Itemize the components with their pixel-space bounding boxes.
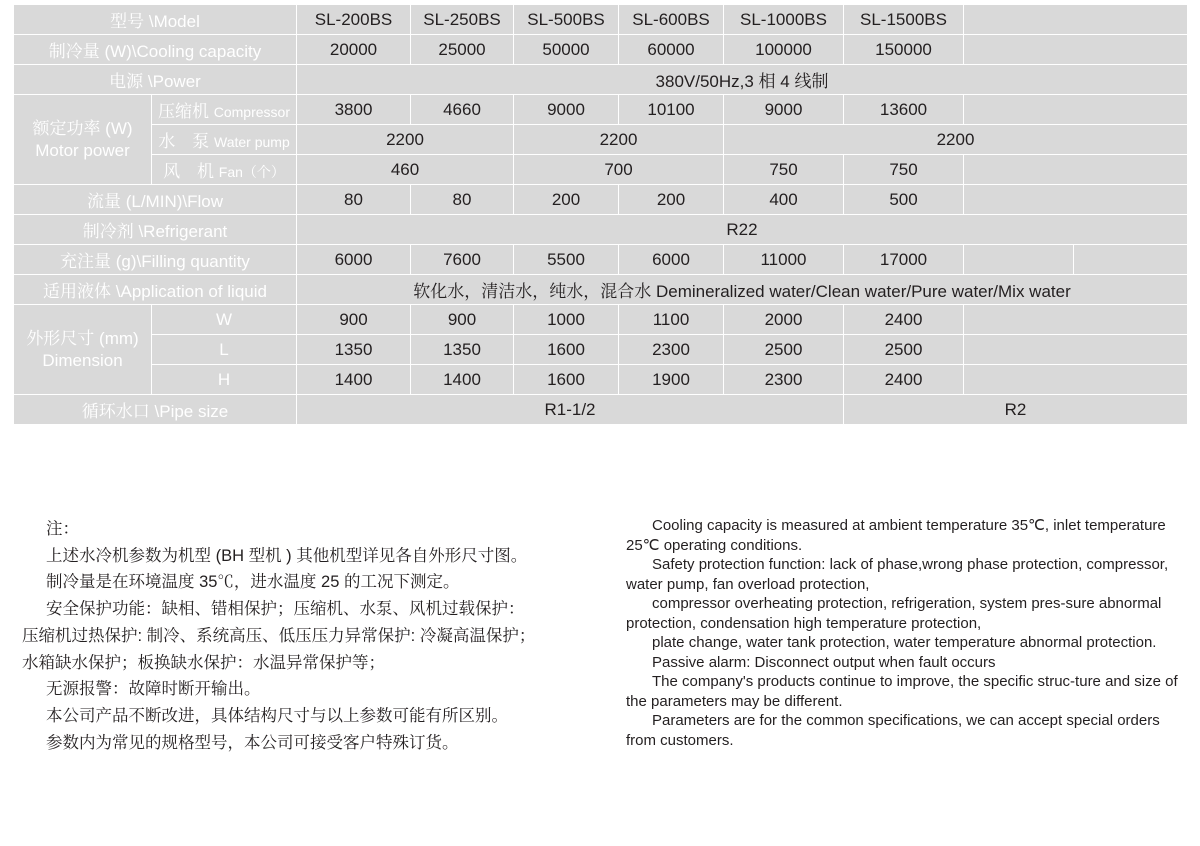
row-label-dimension-w: W — [152, 305, 297, 335]
dimension-w-value-3: 1000 — [514, 305, 619, 335]
notes-english-paragraph-3: compressor overheating protection, refrigeration, system pres-sure abnormal protection, condensation high temperature protection, — [626, 595, 1162, 632]
water-pump-label-en: Water pump — [214, 134, 290, 150]
notes-english-paragraph-7: Parameters are for the common specifications, we can accept special orders from customers. — [626, 712, 1160, 749]
notes-chinese-line-2: 制冷量是在环境温度 35℃，进水温度 25 的工况下测定。 — [46, 573, 460, 592]
notes-chinese — [0, 516, 618, 756]
table-row-dimension-h — [14, 365, 1188, 395]
table-row-cooling-capacity — [14, 35, 1188, 65]
model-value-3: SL-500BS — [514, 5, 619, 35]
table-row-flow — [14, 185, 1188, 215]
table-row-water-pump — [14, 125, 1188, 155]
cooling-capacity-value-3: 50000 — [514, 35, 619, 65]
power-value: 380V/50Hz,3 相 4 线制 — [297, 65, 1188, 95]
fan-value-2: 700 — [514, 155, 724, 185]
model-value-2: SL-250BS — [411, 5, 514, 35]
table-row-model — [14, 5, 1188, 35]
dimension-l-value-4: 2300 — [619, 335, 724, 365]
row-label-dimension — [14, 305, 152, 395]
compressor-blank-cell — [964, 95, 1188, 125]
notes-chinese-title: 注： — [46, 520, 79, 538]
flow-value-1: 80 — [297, 185, 411, 215]
dimension-w-value-1: 900 — [297, 305, 411, 335]
model-value-5: SL-1000BS — [724, 5, 844, 35]
dimension-l-value-6: 2500 — [844, 335, 964, 365]
row-label-filling-quantity: 充注量 (g)\Filling quantity — [14, 245, 297, 275]
water-pump-value-1: 2200 — [297, 125, 514, 155]
cooling-capacity-value-4: 60000 — [619, 35, 724, 65]
notes-english-paragraph-2: Safety protection function: lack of phase,wrong phase protection, compressor, water pump, fan overload protection, — [626, 556, 1169, 593]
notes-chinese-line-8: 参数内为常见的规格型号，本公司可接受客户特殊订货。 — [46, 733, 459, 752]
refrigerant-value: R22 — [297, 215, 1188, 245]
row-label-refrigerant: 制冷剂 \Refrigerant — [14, 215, 297, 245]
dimension-h-value-3: 1600 — [514, 365, 619, 395]
notes-english-paragraph-6: The company's products continue to improve, the specific struc-ture and size of the parameters may be different. — [626, 673, 1178, 710]
row-label-dimension-l: L — [152, 335, 297, 365]
dimension-h-value-1: 1400 — [297, 365, 411, 395]
dimension-h-blank-cell — [964, 365, 1188, 395]
dimension-w-value-6: 2400 — [844, 305, 964, 335]
row-label-fan — [152, 155, 297, 185]
flow-value-4: 200 — [619, 185, 724, 215]
dimension-l-value-3: 1600 — [514, 335, 619, 365]
row-label-water-pump — [152, 125, 297, 155]
filling-quantity-value-6: 17000 — [844, 245, 964, 275]
cooling-capacity-value-6: 150000 — [844, 35, 964, 65]
fan-value-1: 460 — [297, 155, 514, 185]
compressor-value-5: 9000 — [724, 95, 844, 125]
flow-value-6: 500 — [844, 185, 964, 215]
flow-value-5: 400 — [724, 185, 844, 215]
cooling-capacity-value-1: 20000 — [297, 35, 411, 65]
pipe-size-value-1: R1-1/2 — [297, 395, 844, 425]
filling-quantity-value-3: 5500 — [514, 245, 619, 275]
cooling-capacity-value-2: 25000 — [411, 35, 514, 65]
row-label-model: 型号 \Model — [14, 5, 297, 35]
compressor-value-3: 9000 — [514, 95, 619, 125]
table-row-filling-quantity — [14, 245, 1188, 275]
table-row-power — [14, 65, 1188, 95]
row-label-application-of-liquid: 适用液体 \Application of liquid — [14, 275, 297, 305]
notes-chinese-line-4: 压缩机过热保护: 制冷、系统高压、低压压力异常保护: 冷凝高温保护； — [22, 626, 536, 645]
notes-english-paragraph-4: plate change, water tank protection, water temperature abnormal protection. — [652, 634, 1157, 651]
row-label-flow: 流量 (L/MIN)\Flow — [14, 185, 297, 215]
row-label-dimension-h: H — [152, 365, 297, 395]
notes-chinese-line-6: 无源报警：故障时断开输出。 — [46, 680, 261, 699]
row-label-motor-power — [14, 95, 152, 185]
water-pump-value-3: 2200 — [724, 125, 1188, 155]
fan-blank-cell — [964, 155, 1188, 185]
application-of-liquid-value: 软化水，清洁水，纯水，混合水 Demineralized water/Clean water/Pure water/Mix water — [297, 275, 1188, 305]
notes-chinese-line-7: 本公司产品不断改进，具体结构尺寸与以上参数可能有所区别。 — [46, 707, 508, 726]
table-row-dimension-l — [14, 335, 1188, 365]
table-row-compressor — [14, 95, 1188, 125]
notes-chinese-line-3: 安全保护功能：缺相、错相保护；压缩机、水泵、风机过载保护： — [46, 600, 525, 619]
dimension-l-value-2: 1350 — [411, 335, 514, 365]
dimension-h-value-5: 2300 — [724, 365, 844, 395]
notes-chinese-line-1: 上述水冷机参数为机型 (BH 型机 ) 其他机型详见各自外形尺寸图。 — [46, 546, 528, 565]
fan-value-4: 750 — [844, 155, 964, 185]
flow-value-2: 80 — [411, 185, 514, 215]
compressor-label-en: Compressor — [213, 104, 290, 120]
water-pump-value-2: 2200 — [514, 125, 724, 155]
dimension-w-value-4: 1100 — [619, 305, 724, 335]
dimension-w-value-5: 2000 — [724, 305, 844, 335]
dimension-l-blank-cell — [964, 335, 1188, 365]
notes-english — [618, 516, 1178, 756]
motor-power-label-cn: 额定功率 (W) — [32, 119, 133, 139]
dimension-h-value-2: 1400 — [411, 365, 514, 395]
fan-label-en: Fan（个） — [218, 164, 285, 180]
row-label-power: 电源 \Power — [14, 65, 297, 95]
model-value-1: SL-200BS — [297, 5, 411, 35]
dimension-w-blank-cell — [964, 305, 1188, 335]
dimension-h-value-6: 2400 — [844, 365, 964, 395]
row-label-cooling-capacity: 制冷量 (W)\Cooling capacity — [14, 35, 297, 65]
notes-chinese-line-5: 水箱缺水保护；板换缺水保护：水温异常保护等； — [22, 653, 385, 672]
model-blank-cell — [964, 5, 1188, 35]
pipe-size-value-2: R2 — [844, 395, 1188, 425]
row-label-pipe-size: 循环水口 \Pipe size — [14, 395, 297, 425]
filling-quantity-value-1: 6000 — [297, 245, 411, 275]
table-row-application-of-liquid — [14, 275, 1188, 305]
table-row-fan — [14, 155, 1188, 185]
flow-blank-cell — [964, 185, 1188, 215]
motor-power-label-en: Motor power — [35, 140, 130, 160]
fan-value-3: 750 — [724, 155, 844, 185]
notes-english-paragraph-1: Cooling capacity is measured at ambient temperature 35℃, inlet temperature 25℃ operating conditions. — [626, 517, 1166, 554]
compressor-label-cn: 压缩机 — [158, 102, 209, 121]
model-value-6: SL-1500BS — [844, 5, 964, 35]
water-pump-label-cn: 水 泵 — [158, 132, 210, 151]
compressor-value-2: 4660 — [411, 95, 514, 125]
dimension-label-cn: 外形尺寸 (mm) — [26, 329, 139, 349]
notes-english-paragraph-5: Passive alarm: Disconnect output when fault occurs — [652, 653, 996, 671]
dimension-w-value-2: 900 — [411, 305, 514, 335]
dimension-label-en: Dimension — [42, 350, 123, 370]
dimension-h-value-4: 1900 — [619, 365, 724, 395]
notes-section — [0, 516, 1200, 756]
cooling-capacity-value-5: 100000 — [724, 35, 844, 65]
compressor-value-4: 10100 — [619, 95, 724, 125]
cooling-capacity-blank-cell — [964, 35, 1188, 65]
table-row-dimension-w — [14, 305, 1188, 335]
table-row-refrigerant — [14, 215, 1188, 245]
filling-quantity-value-2: 7600 — [411, 245, 514, 275]
filling-quantity-value-4: 6000 — [619, 245, 724, 275]
compressor-value-1: 3800 — [297, 95, 411, 125]
compressor-value-6: 13600 — [844, 95, 964, 125]
model-value-4: SL-600BS — [619, 5, 724, 35]
filling-quantity-blank-cell-1 — [964, 245, 1074, 275]
dimension-l-value-5: 2500 — [724, 335, 844, 365]
row-label-compressor — [152, 95, 297, 125]
fan-label-cn: 风 机 — [163, 162, 215, 181]
flow-value-3: 200 — [514, 185, 619, 215]
filling-quantity-blank-cell-2 — [1074, 245, 1188, 275]
filling-quantity-value-5: 11000 — [724, 245, 844, 275]
table-row-pipe-size — [14, 395, 1188, 425]
dimension-l-value-1: 1350 — [297, 335, 411, 365]
specification-table — [13, 4, 1188, 425]
